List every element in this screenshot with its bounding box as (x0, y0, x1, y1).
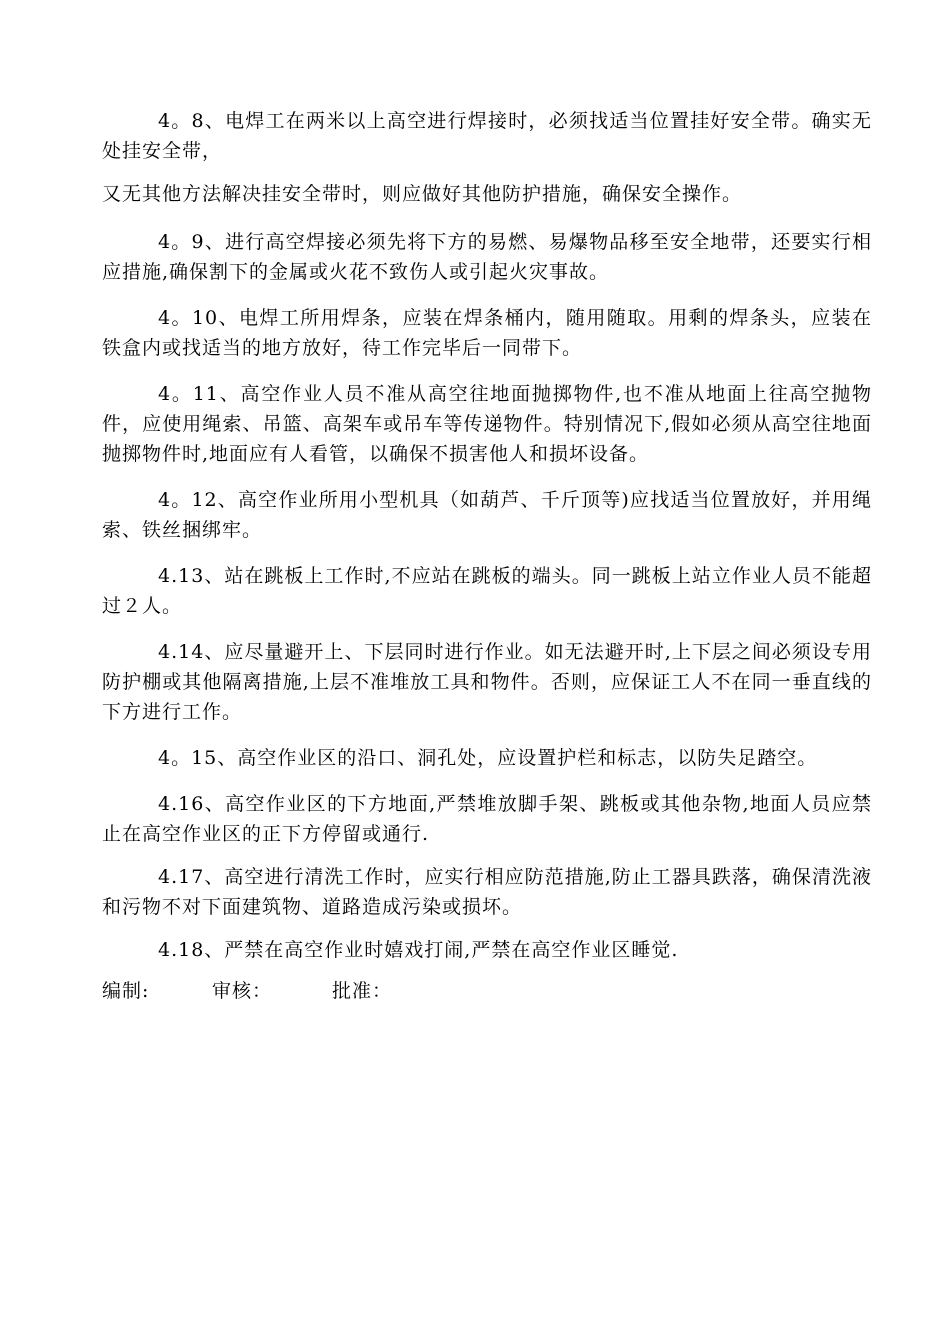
paragraph-4-18: 4.18、严禁在高空作业时嬉戏打闹,严禁在高空作业区睡觉. (158, 939, 679, 961)
reviewed-by-label: 审核： (212, 980, 273, 1002)
paragraph-4-17: 4.17、高空进行清洗工作时，应实行相应防范措施,防止工器具跌落，确保清洗液和污物不对下面建筑物、道路造成污染或损坏。 (102, 866, 872, 918)
approved-by-label: 批准： (332, 980, 393, 1002)
paragraph-4-9: 4。9、进行高空焊接必须先将下方的易燃、易爆物品移至安全地带，还要实行相应措施,确保割下的金属或火花不致伤人或引起火灾事故。 (102, 231, 872, 283)
paragraph-4-11: 4。11、高空作业人员不准从高空往地面抛掷物件,也不准从地面上往高空抛物件，应使用绳索、吊篮、高架车或吊车等传递物件。特别情况下,假如必须从高空往地面抛掷物件时,地面应有人看管，以确保不损害他人和损坏设备。 (102, 383, 872, 465)
document-body (102, 106, 872, 1006)
compiled-by-label: 编制: (102, 980, 150, 1002)
paragraph-4-13: 4.13、站在跳板上工作时,不应站在跳板的端头。同一跳板上站立作业人员不能超过２人。 (102, 565, 872, 617)
paragraph-4-15: 4。15、高空作业区的沿口、洞孔处，应设置护栏和标志，以防失足踏空。 (158, 747, 818, 769)
paragraph-4-10: 4。10、电焊工所用焊条，应装在焊条桶内，随用随取。用剩的焊条头，应装在铁盒内或找适当的地方放好，待工作完毕后一同带下。 (102, 307, 872, 359)
paragraph-4-12: 4。12、高空作业所用小型机具（如葫芦、千斤顶等)应找适当位置放好，并用绳索、铁丝捆绑牢。 (102, 489, 872, 541)
paragraph-4-14: 4.14、应尽量避开上、下层同时进行作业。如无法避开时,上下层之间必须设专用防护棚或其他隔离措施,上层不准堆放工具和物件。否则，应保证工人不在同一垂直线的下方进行工作。 (102, 641, 872, 723)
paragraph-4-16: 4.16、高空作业区的下方地面,严禁堆放脚手架、跳板或其他杂物,地面人员应禁止在高空作业区的正下方停留或通行. (102, 793, 872, 845)
paragraph-4-8-continued: 又无其他方法解决挂安全带时，则应做好其他防护措施，确保安全操作。 (102, 183, 743, 205)
paragraph-4-8: 4。8、电焊工在两米以上高空进行焊接时，必须找适当位置挂好安全带。确实无处挂安全带， (102, 110, 872, 162)
signoff-line (102, 976, 872, 1006)
